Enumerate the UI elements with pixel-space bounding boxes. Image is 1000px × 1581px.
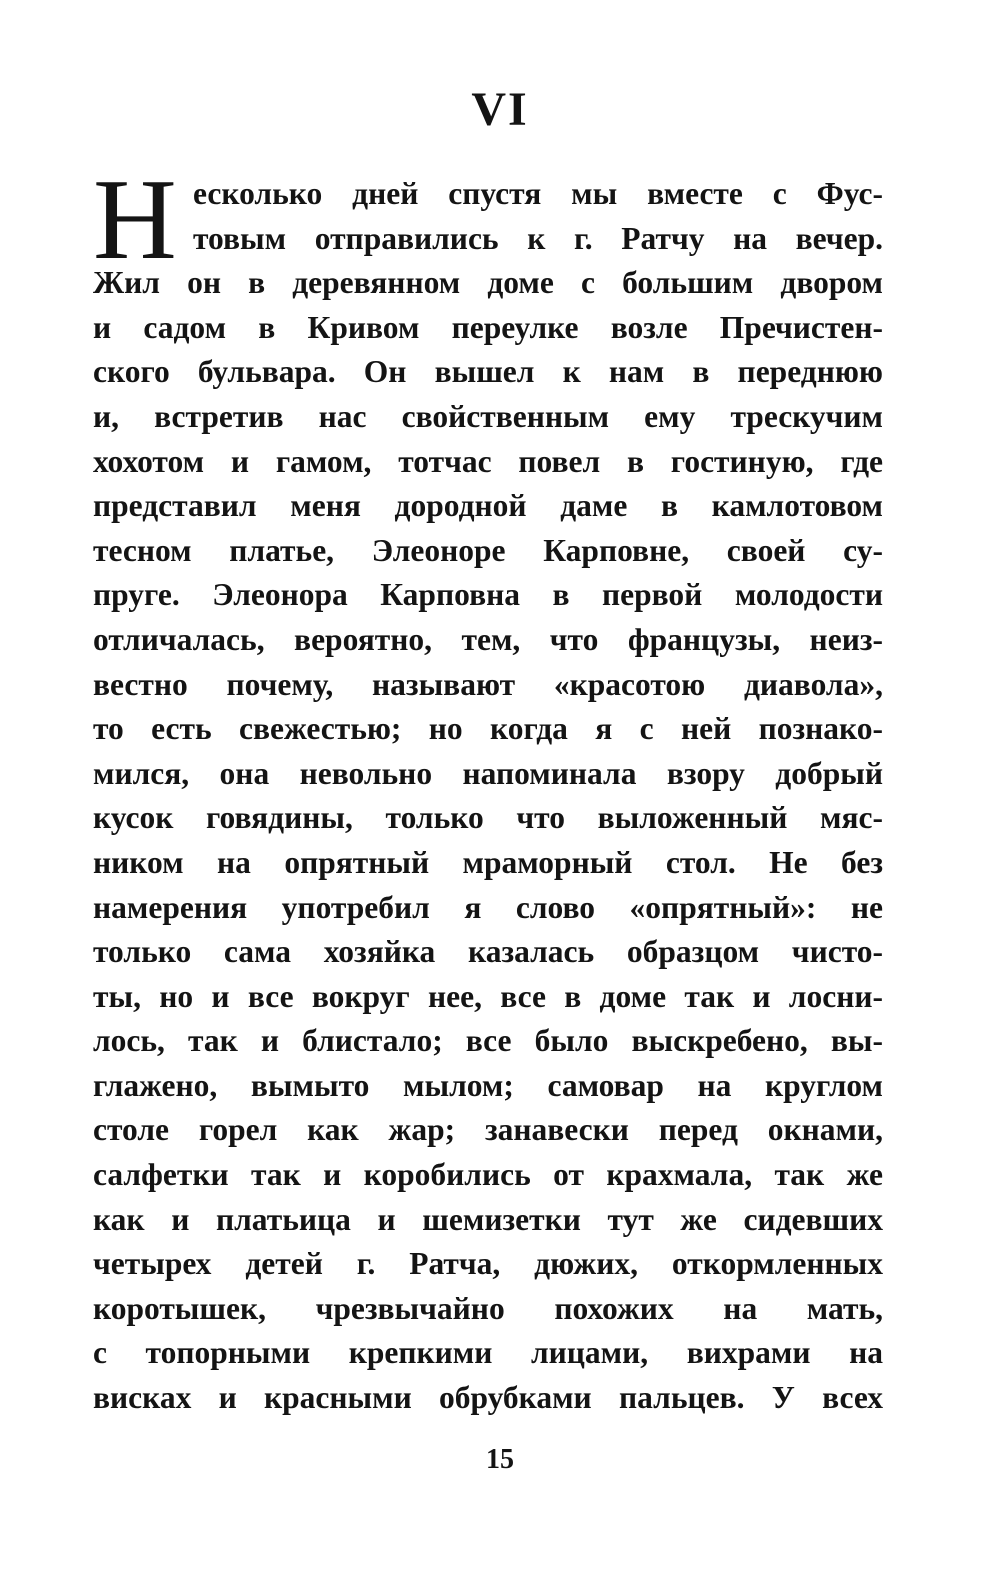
text-line: тесном платье, Элеоноре Карповне, своей су- [93,532,883,568]
text-line: отличалась, вероятно, тем, что французы, неиз- [93,621,883,657]
text-line: есколько дней спустя мы вместе с Фус- [193,176,883,211]
page-number: 15 [486,1444,514,1475]
text-line: Жил он в деревянном доме с большим двором [93,265,883,301]
text-line: то есть свежестью; но когда я с ней познако- [93,711,883,747]
text-line: лось, так и блистало; все было выскребено, вы- [93,1023,883,1059]
text-line: с топорными крепкими лицами, вихрами на [93,1335,883,1371]
text-line: салфетки так и коробились от крахмала, так же [93,1157,883,1193]
text-line: ского бульвара. Он вышел к нам в переднюю [93,354,883,390]
text-line: как и платьица и шемизетки тут же сидевших [93,1201,883,1237]
body-text [93,156,883,1421]
text-line: столе горел как жар; занавески перед окнами, [93,1112,883,1148]
text-line: товым отправились к г. Ратчу на вечер. [193,220,883,256]
text-line: четырех детей г. Ратча, дюжих, откормленных [93,1246,883,1282]
text-line: представил меня дородной даме в камлотовом [93,488,883,524]
drop-cap: Н [93,156,177,284]
text-line: и садом в Кривом переулке возле Пречистен- [93,309,883,345]
text-line: хохотом и гамом, тотчас повел в гостиную, где [93,443,883,479]
text-line: ником на опрятный мраморный стол. Не без [93,844,883,880]
chapter-heading: VI [471,83,529,136]
text-line: пруге. Элеонора Карповна в первой молодости [93,577,883,613]
text-line: висках и красными обрубками пальцев. У всех [93,1380,883,1416]
text-line: мился, она невольно напоминала взору добрый [93,755,883,791]
text-line: кусок говядины, только что выложенный мяс- [93,800,883,836]
text-line: ты, но и все вокруг нее, все в доме так и лосни- [93,978,883,1014]
text-line: глажено, вымыто мылом; самовар на круглом [93,1067,883,1103]
text-line: вестно почему, называют «красотою диавола», [93,666,883,702]
text-line: только сама хозяйка казалась образцом чисто- [93,934,883,970]
text-line: и, встретив нас свойственным ему трескучим [93,398,883,434]
text-line: коротышек, чрезвычайно похожих на мать, [93,1290,883,1326]
text-line: намерения употребил я слово «опрятный»: не [93,889,883,925]
